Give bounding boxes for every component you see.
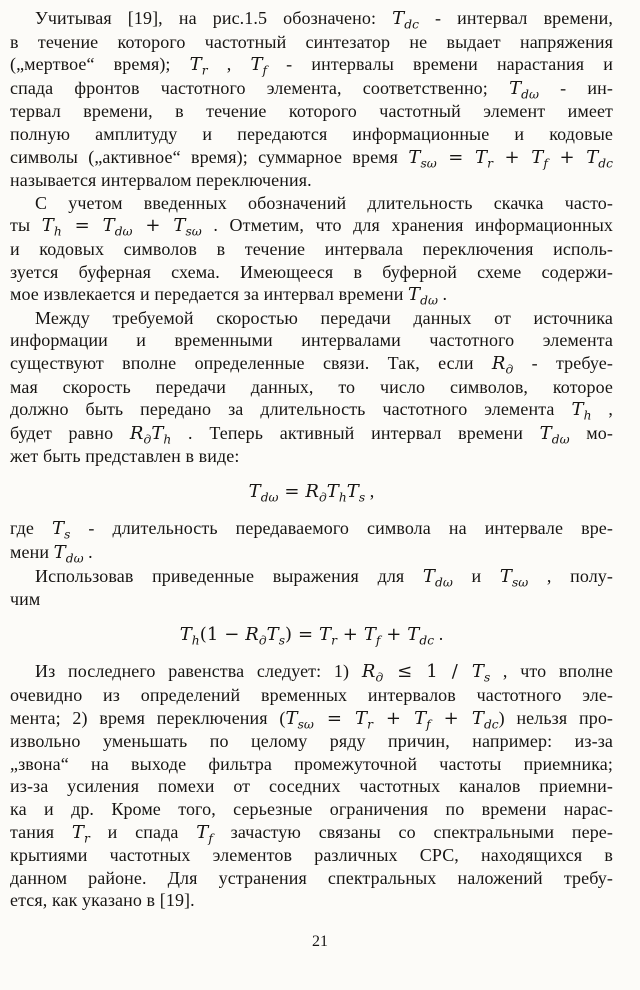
text-line: в течение которого частотный синтезатор не выдает напряжения: [10, 31, 613, 52]
text-line: зуется буферная схема. Имеющееся в буферной схеме содержи-: [10, 261, 613, 282]
text-line: („мертвое“ время); $T_r$ , $T_f$ - интервалы времени нарастания и: [10, 54, 614, 78]
text-line: жет быть представлен в виде:: [10, 446, 240, 467]
text-line: и кодовых символов в течение интервала переключения исполь-: [10, 238, 613, 259]
text-line: называется интервалом переключения.: [10, 170, 312, 191]
math-expression: $T_{d\omega}$: [539, 422, 570, 447]
text-line: ты $T_h = T_{d\omega} + T_{s\omega}$ . Отметим, что для хранения информационных: [10, 215, 613, 239]
text-line: будет равно $R_дT_h$ . Теперь активный интервал времени $T_{d\omega}$ мо-: [10, 422, 613, 447]
text-line: информации и временными интервалами частотного элемента: [10, 330, 613, 351]
text-line: Между требуемой скоростью передачи данных от источника: [35, 307, 613, 328]
page-number: 21: [312, 933, 328, 950]
text-line: данном районе. Для устранения спектральных наложений требу-: [10, 867, 613, 888]
text-line: ка и др. Кроме того, серьезные ограничения по времени нарас-: [10, 799, 613, 819]
text-line: чим: [10, 589, 41, 610]
text-line: где $T_s$ - длительность передаваемого символа на интервале вре-: [10, 518, 613, 543]
text-line: мени $T_{d\omega}$ .: [10, 542, 93, 566]
text-line: мента; 2) время переключения $(T_{s\omega} = T_r + T_f + T_{dc})$ нельзя про-: [10, 707, 614, 732]
text-line: Учитывая [19], на рис.1.5 обозначено: $T_{dc}$ - интервал времени,: [35, 8, 613, 32]
math-expression: $T_h = T_{d\omega} + T_{s\omega}$: [41, 215, 202, 239]
text-line: из-за усиления помехи от соседних частотных каналов приемни-: [10, 776, 613, 797]
math-expression: $R_дT_h$: [129, 422, 172, 447]
math-expression: $R_д$: [491, 352, 514, 377]
text-line: должно быть передано за длительность частотного элемента $T_h$ ,: [10, 399, 613, 423]
math-expression: $T_h$: [571, 399, 592, 423]
paragraph: [10, 7, 613, 192]
text-line: тания $T_r$ и спада $T_f$ зачастую связаны со спектральными пере-: [10, 821, 613, 846]
math-expression: $T_{s\omega} = T_r + T_f + T_{dc}$: [408, 146, 613, 171]
math-expression: $T_{dc}$: [392, 8, 419, 32]
text-line: мое извлекается и передается за интервал времени $T_{d\omega}$ .: [10, 284, 448, 308]
text-line: „звона“ на выходе фильтра промежуточной частоты приемника;: [10, 753, 613, 774]
paragraph: [10, 565, 613, 611]
math-expression: $T_f$: [196, 821, 213, 846]
math-expression: $T_h(1 - R_дT_s) = T_r + T_f + T_{dc}$: [179, 623, 435, 648]
math-expression: $T_s$: [51, 518, 71, 543]
paragraph: [10, 517, 613, 564]
text-line: очевидно из определений временных интервалов частотного эле-: [10, 685, 613, 706]
text-line: тервал времени, в течение которого частотный элемент имеет: [10, 101, 613, 122]
math-expression: $T_{d\omega}$: [422, 565, 453, 590]
text-line: спада фронтов частотного элемента, соответственно; $T_{d\omega} - ин-$: [10, 77, 613, 102]
text-line: существуют вполне определенные связи. Так, если $R_д$ - требуе-: [10, 352, 613, 377]
math-expression: $T_f$: [250, 54, 268, 78]
math-expression: $T_{s\omega} = T_r + T_f + T_{dc}$: [285, 707, 499, 732]
paragraph: [10, 660, 613, 912]
math-expression: $R_д \le 1 / T_s$: [361, 661, 491, 686]
text-line: ется, как указано в [19].: [10, 890, 195, 911]
equation: $T_{d\omega} = R_дT_hT_s$ ,: [248, 480, 375, 505]
text-line: извольно уменьшать по целому ряду причин, например: из-за: [10, 731, 613, 752]
equation: $T_h(1 - R_дT_s) = T_r + T_f + T_{dc}$ .: [179, 623, 444, 648]
math-expression: $T_r$: [189, 54, 208, 78]
text-line: С учетом введенных обозначений длительность скачка часто-: [35, 192, 613, 213]
text-line: Из последнего равенства следует: 1) $R_д \le 1 / T_s$ , что вполне: [35, 661, 613, 686]
paragraph: [10, 307, 613, 468]
math-expression: $T_{d\omega}$: [408, 284, 438, 308]
math-expression: $T_r$: [71, 821, 90, 846]
math-expression: $T_{d\omega} = R_дT_hT_s$: [248, 480, 366, 505]
text-line: крытиями частотных элементов различных СРС, находящихся в: [10, 845, 613, 866]
text-line: Использовав приведенные выражения для $T_{d\omega}$ и $T_{s\omega}$ , полу-: [35, 565, 613, 590]
math-expression: $T_{s\omega}$: [499, 565, 529, 590]
math-expression: $T_{d\omega}$: [53, 542, 84, 566]
text-line: полную амплитуду и передаются информационные и кодовые: [10, 123, 613, 144]
text-block: [10, 7, 613, 912]
paragraph: [10, 192, 613, 307]
text-line: символы („активное“ время); суммарное время $T_{s\omega} = T_r + T_f + T_{dc}$: [10, 146, 613, 171]
math-expression: $T_{d\omega}$: [509, 77, 539, 102]
text-line: мая скорость передачи данных, то число символов, которое: [10, 376, 613, 397]
